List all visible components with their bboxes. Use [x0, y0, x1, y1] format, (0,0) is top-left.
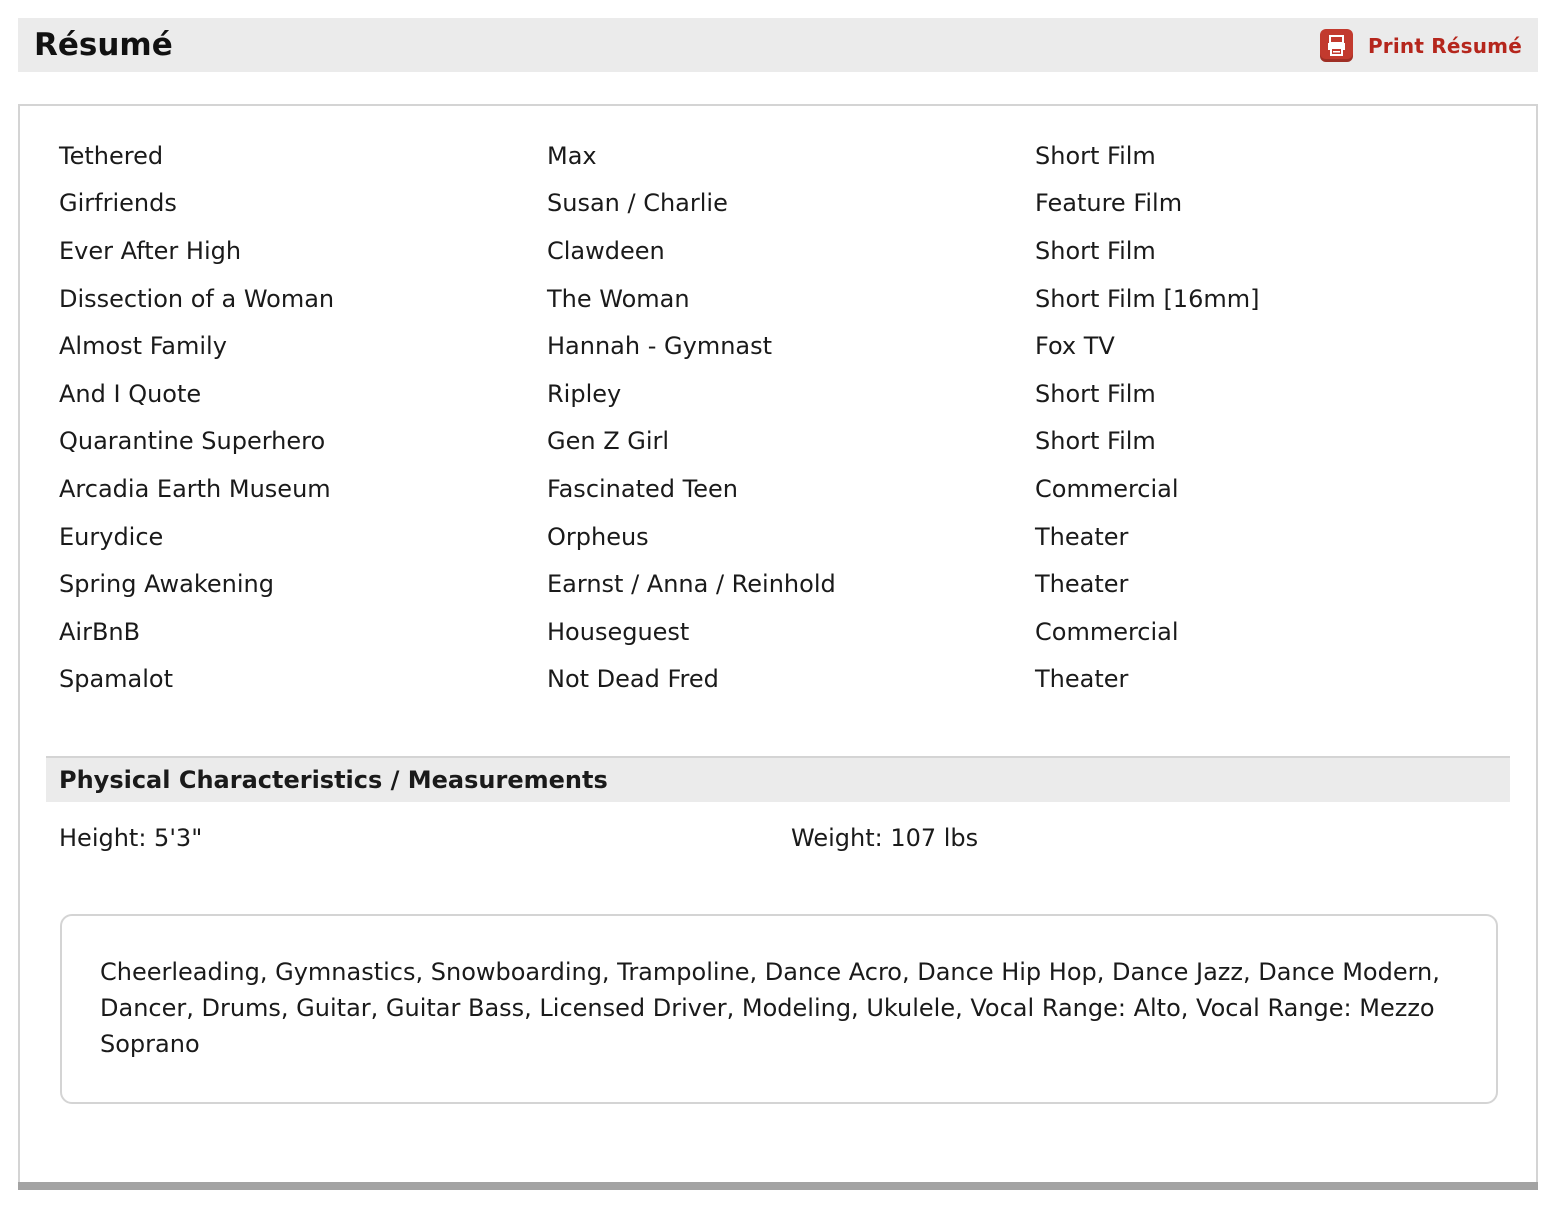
- credit-role: Hannah - Gymnast: [547, 332, 773, 361]
- credit-type: Short Film: [1035, 427, 1156, 456]
- credit-type: Commercial: [1035, 474, 1179, 503]
- credit-type: Short Film: [1035, 141, 1156, 170]
- credit-row: [59, 465, 1509, 513]
- credit-role: Earnst / Anna / Reinhold: [547, 570, 836, 599]
- credit-row: [59, 656, 1509, 704]
- credit-type: Theater: [1035, 570, 1129, 599]
- print-resume-button[interactable]: [1320, 29, 1522, 62]
- credit-row: [59, 275, 1509, 323]
- credit-type: Short Film: [1035, 236, 1156, 265]
- credit-role: Not Dead Fred: [547, 665, 719, 694]
- credit-role: Gen Z Girl: [547, 427, 670, 456]
- skills-box: [60, 914, 1498, 1104]
- weight-value: Weight: 107 lbs: [791, 824, 979, 852]
- printer-icon: [1320, 29, 1353, 62]
- credit-project: Quarantine Superhero: [59, 427, 326, 456]
- credit-type: Short Film: [1035, 379, 1156, 408]
- credit-type: Commercial: [1035, 617, 1179, 646]
- physical-section-header: [46, 756, 1510, 802]
- height-value: Height: 5'3": [59, 824, 203, 852]
- credit-role: Ripley: [547, 379, 622, 408]
- credit-type: Theater: [1035, 522, 1129, 551]
- credit-row: [59, 322, 1509, 370]
- credit-project: Eurydice: [59, 522, 164, 551]
- credit-row: [59, 180, 1509, 228]
- credit-row: [59, 608, 1509, 656]
- credit-role: Max: [547, 141, 597, 170]
- credit-project: Girfriends: [59, 189, 177, 218]
- credit-project: Tethered: [59, 141, 164, 170]
- credit-project: Spring Awakening: [59, 570, 274, 599]
- credit-type: Theater: [1035, 665, 1129, 694]
- credit-project: Almost Family: [59, 332, 227, 361]
- credit-role: The Woman: [547, 284, 690, 313]
- credit-project: AirBnB: [59, 617, 141, 646]
- credit-project: Spamalot: [59, 665, 174, 694]
- credit-row: [59, 370, 1509, 418]
- credit-type: Short Film [16mm]: [1035, 284, 1260, 313]
- credit-row: [59, 227, 1509, 275]
- skills-text: Cheerleading, Gymnastics, Snowboarding, Trampoline, Dance Acro, Dance Hip Hop, Dance Jazz, Dance Modern, Dancer, Drums, Guitar, Guitar Bass, Licensed Driver, Modeling, Ukulele, Vocal Range: Alto, Vocal Range: Mezzo Soprano: [100, 958, 1440, 1058]
- credit-type: Fox TV: [1035, 332, 1115, 361]
- section-title: Physical Characteristics / Measurements: [59, 766, 608, 794]
- credit-role: Orpheus: [547, 522, 649, 551]
- credit-row: [59, 132, 1509, 180]
- bottom-divider: [18, 1182, 1538, 1190]
- credit-role: Fascinated Teen: [547, 474, 738, 503]
- credit-row: [59, 560, 1509, 608]
- credit-row: [59, 513, 1509, 561]
- print-resume-label: Print Résumé: [1367, 33, 1522, 58]
- credit-role: Clawdeen: [547, 236, 665, 265]
- resume-header: [18, 18, 1538, 72]
- credit-project: And I Quote: [59, 379, 202, 408]
- credit-role: Houseguest: [547, 617, 690, 646]
- resume-content: [18, 104, 1538, 1186]
- credit-project: Ever After High: [59, 236, 242, 265]
- credit-project: Arcadia Earth Museum: [59, 474, 331, 503]
- credit-role: Susan / Charlie: [547, 189, 728, 218]
- credit-row: [59, 418, 1509, 466]
- credit-project: Dissection of a Woman: [59, 284, 335, 313]
- credits-table: [59, 132, 1509, 703]
- page-title: Résumé: [34, 27, 173, 63]
- credit-type: Feature Film: [1035, 189, 1183, 218]
